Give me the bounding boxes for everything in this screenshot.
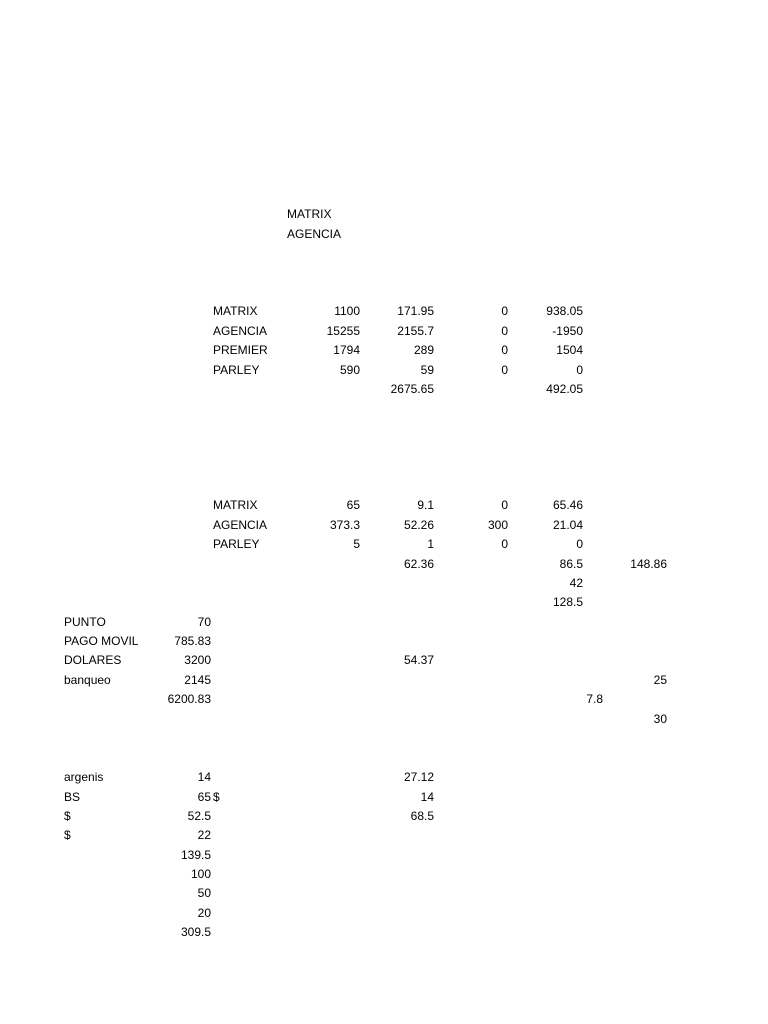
table1-cell: -1950 xyxy=(552,324,583,338)
table1-row-label: PARLEY xyxy=(213,363,260,377)
argenis-value: 65 xyxy=(197,790,211,804)
argenis-extra-value: 20 xyxy=(197,906,211,920)
table2-cell: 9.1 xyxy=(417,498,434,512)
table2-extra-value: 42 xyxy=(569,576,583,590)
table1-cell: 938.05 xyxy=(546,304,583,318)
payment-label: banqueo xyxy=(64,673,111,687)
banqueo-side-value: 25 xyxy=(653,673,667,687)
table2-cell: 65.46 xyxy=(552,498,583,512)
argenis-extra-value: 100 xyxy=(190,867,211,881)
table2-total: 62.36 xyxy=(403,557,434,571)
argenis-label: $ xyxy=(64,828,71,842)
argenis-extra-value: 139.5 xyxy=(180,848,211,862)
argenis-total: 309.5 xyxy=(180,925,211,939)
table1-row-label: MATRIX xyxy=(213,304,258,318)
table1-cell: 171.95 xyxy=(397,304,434,318)
table2-total: 86.5 xyxy=(559,557,583,571)
argenis-value: 22 xyxy=(197,828,211,842)
table1-cell: 59 xyxy=(420,363,434,377)
header-line-2: AGENCIA xyxy=(287,227,342,241)
argenis-value: 52.5 xyxy=(187,809,211,823)
table1-row-label: PREMIER xyxy=(213,343,268,357)
table2-cell: 52.26 xyxy=(403,518,434,532)
argenis-side-value: 14 xyxy=(420,790,434,804)
table2-cell: 0 xyxy=(576,537,583,551)
argenis-label: BS xyxy=(64,790,81,804)
table1-cell: 0 xyxy=(501,324,508,338)
table1-row-label: AGENCIA xyxy=(213,324,268,338)
dolares-side-value: 54.37 xyxy=(403,653,434,667)
table2-cell: 373.3 xyxy=(329,518,360,532)
argenis-extra-value: 50 xyxy=(197,886,211,900)
table2-side-value: 148.86 xyxy=(630,557,667,571)
argenis-label: argenis xyxy=(64,770,104,784)
argenis-value: 14 xyxy=(197,770,211,784)
table1-total: 2675.65 xyxy=(390,382,434,396)
table2-cell: 65 xyxy=(346,498,360,512)
payment-label: DOLARES xyxy=(64,653,122,667)
payment-value: 70 xyxy=(197,615,211,629)
table1-cell: 0 xyxy=(501,343,508,357)
payment-value: 3200 xyxy=(184,653,211,667)
misc-value: 7.8 xyxy=(586,692,603,706)
table1-cell: 1100 xyxy=(334,304,360,318)
table1-cell: 1504 xyxy=(556,343,583,357)
table2-cell: 5 xyxy=(353,537,360,551)
table1-cell: 590 xyxy=(339,363,360,377)
table2-cell: 0 xyxy=(501,498,508,512)
table2-extra-value: 128.5 xyxy=(552,595,583,609)
argenis-side-value: 68.5 xyxy=(410,809,434,823)
table1-cell: 0 xyxy=(576,363,583,377)
header-line-1: MATRIX xyxy=(287,207,332,221)
payment-label: PAGO MOVIL xyxy=(64,634,139,648)
payment-label: PUNTO xyxy=(64,615,106,629)
misc-value: 30 xyxy=(653,712,667,726)
table1-total: 492.05 xyxy=(546,382,583,396)
currency-suffix: $ xyxy=(213,790,220,804)
payment-value: 2145 xyxy=(184,673,211,687)
argenis-label: $ xyxy=(64,809,71,823)
payment-value: 785.83 xyxy=(174,634,211,648)
table2-cell: 21.04 xyxy=(552,518,583,532)
payments-total: 6200.83 xyxy=(167,692,211,706)
argenis-side-value: 27.12 xyxy=(403,770,434,784)
table1-cell: 2155.7 xyxy=(397,324,434,338)
table1-cell: 15255 xyxy=(326,324,360,338)
table2-row-label: PARLEY xyxy=(213,537,260,551)
table1-cell: 289 xyxy=(413,343,434,357)
table1-cell: 0 xyxy=(501,304,508,318)
table2-cell: 300 xyxy=(487,518,508,532)
table2-cell: 0 xyxy=(501,537,508,551)
table2-row-label: MATRIX xyxy=(213,498,258,512)
table2-row-label: AGENCIA xyxy=(213,518,268,532)
table1-cell: 0 xyxy=(501,363,508,377)
table1-cell: 1794 xyxy=(333,343,360,357)
table2-cell: 1 xyxy=(427,537,434,551)
